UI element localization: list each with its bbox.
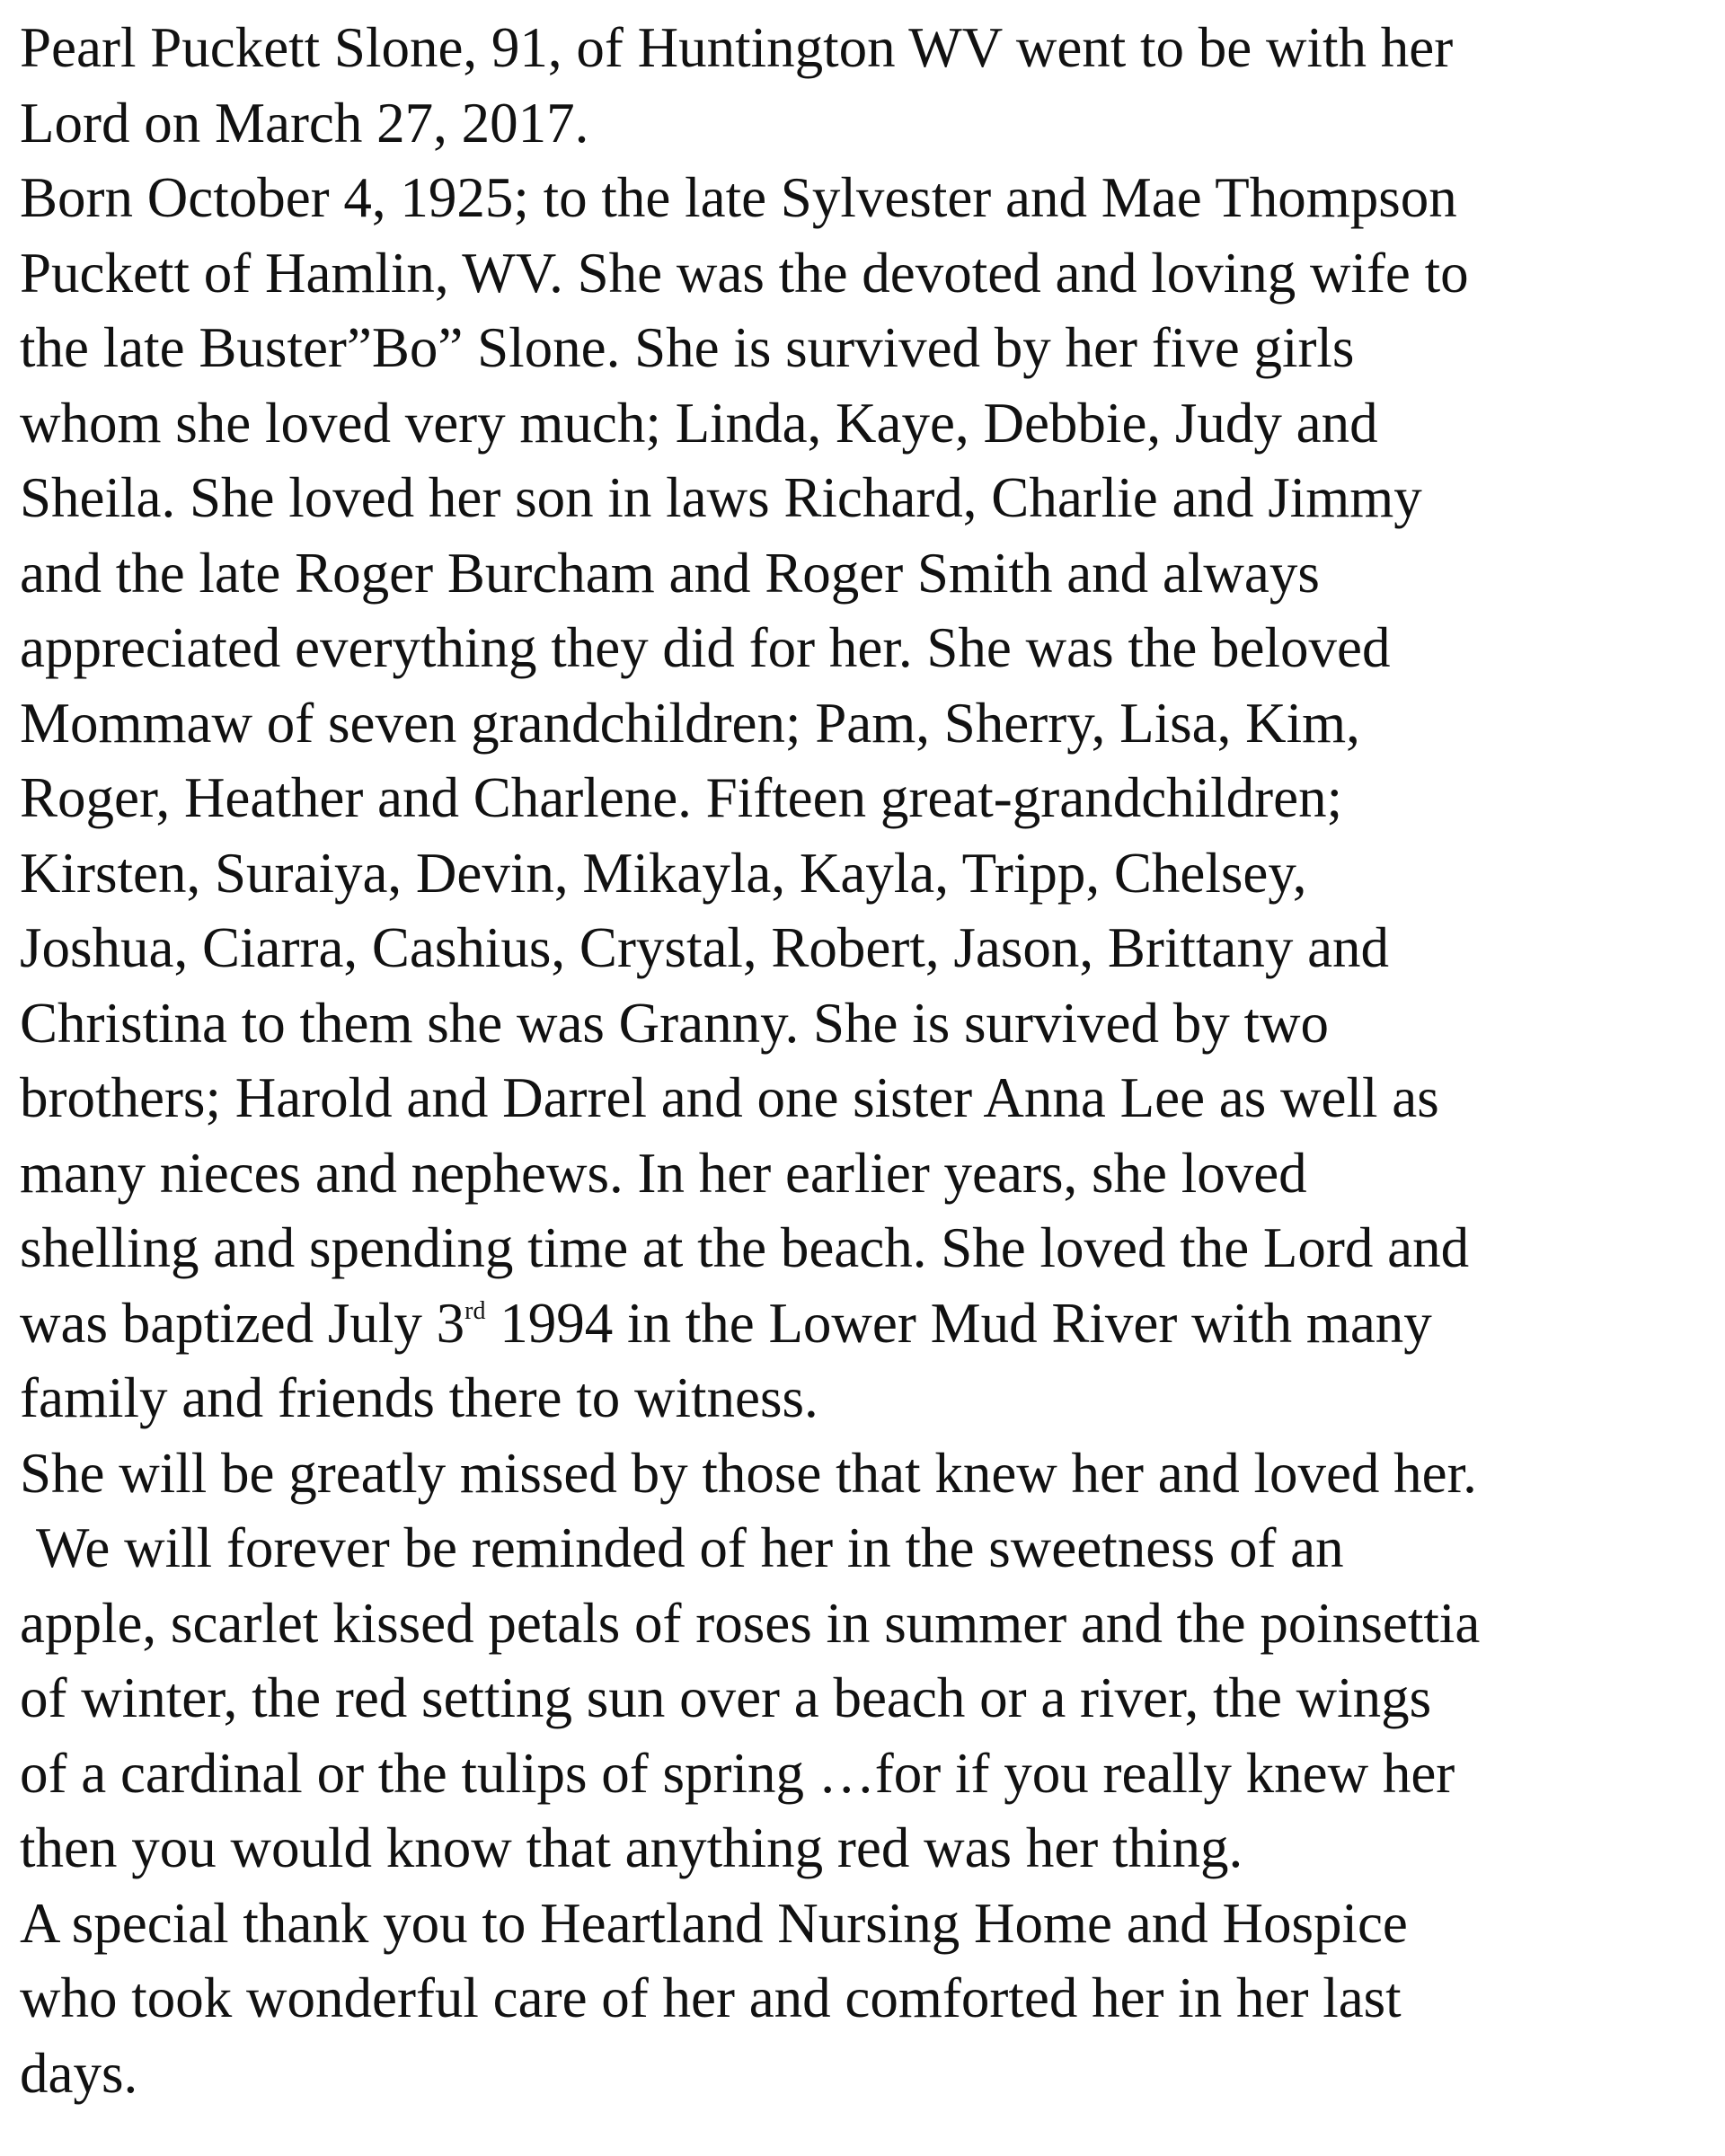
text-line: Pearl Puckett Slone, 91, of Huntington WV went to be with her <box>20 16 1454 79</box>
text-line: who took wonderful care of her and comforted her in her last <box>20 1966 1402 2029</box>
baptized-text-end: 1994 in the Lower Mud River with many <box>485 1291 1432 1355</box>
text-line: Born October 4, 1925; to the late Sylvester and Mae Thompson <box>20 166 1457 229</box>
text-line: Kirsten, Suraiya, Devin, Mikayla, Kayla, Tripp, Chelsey, <box>20 841 1307 905</box>
text-line: Roger, Heather and Charlene. Fifteen great-grandchildren; <box>20 766 1343 829</box>
text-line: brothers; Harold and Darrel and one sister Anna Lee as well as <box>20 1066 1439 1129</box>
text-line: shelling and spending time at the beach. She loved the Lord and <box>20 1216 1470 1279</box>
text-line: A special thank you to Heartland Nursing Home and Hospice <box>20 1891 1408 1955</box>
text-line: She will be greatly missed by those that knew her and loved her. <box>20 1441 1477 1505</box>
ordinal-suffix: rd <box>464 1296 486 1325</box>
text-line: apple, scarlet kissed petals of roses in summer and the poinsettia <box>20 1591 1481 1655</box>
baptized-text-start: was baptized July 3 <box>20 1291 465 1355</box>
text-line: many nieces and nephews. In her earlier years, she loved <box>20 1141 1307 1205</box>
text-line: and the late Roger Burcham and Roger Smith and always <box>20 541 1320 605</box>
obituary-text <box>20 11 1709 2111</box>
text-line: of winter, the red setting sun over a beach or a river, the wings <box>20 1666 1432 1729</box>
text-line: Lord on March 27, 2017. <box>20 91 589 155</box>
text-line: Mommaw of seven grandchildren; Pam, Sherry, Lisa, Kim, <box>20 691 1360 755</box>
text-line: of a cardinal or the tulips of spring …for if you really knew her <box>20 1741 1455 1805</box>
text-line: We will forever be reminded of her in the sweetness of an <box>36 1516 1344 1579</box>
text-line: family and friends there to witness. <box>20 1366 818 1429</box>
text-line: then you would know that anything red was her thing. <box>20 1816 1243 1879</box>
text-line: days. <box>20 2041 138 2105</box>
text-line: Sheila. She loved her son in laws Richard, Charlie and Jimmy <box>20 466 1422 529</box>
text-line: Joshua, Ciarra, Cashius, Crystal, Robert, Jason, Brittany and <box>20 916 1390 979</box>
text-line: whom she loved very much; Linda, Kaye, Debbie, Judy and <box>20 391 1378 455</box>
text-line: the late Buster”Bo” Slone. She is survived by her five girls <box>20 316 1355 379</box>
text-line: Puckett of Hamlin, WV. She was the devoted and loving wife to <box>20 241 1469 305</box>
text-line-baptized <box>20 1286 1709 1362</box>
text-line: appreciated everything they did for her. She was the beloved <box>20 616 1391 679</box>
text-line: Christina to them she was Granny. She is survived by two <box>20 991 1329 1055</box>
